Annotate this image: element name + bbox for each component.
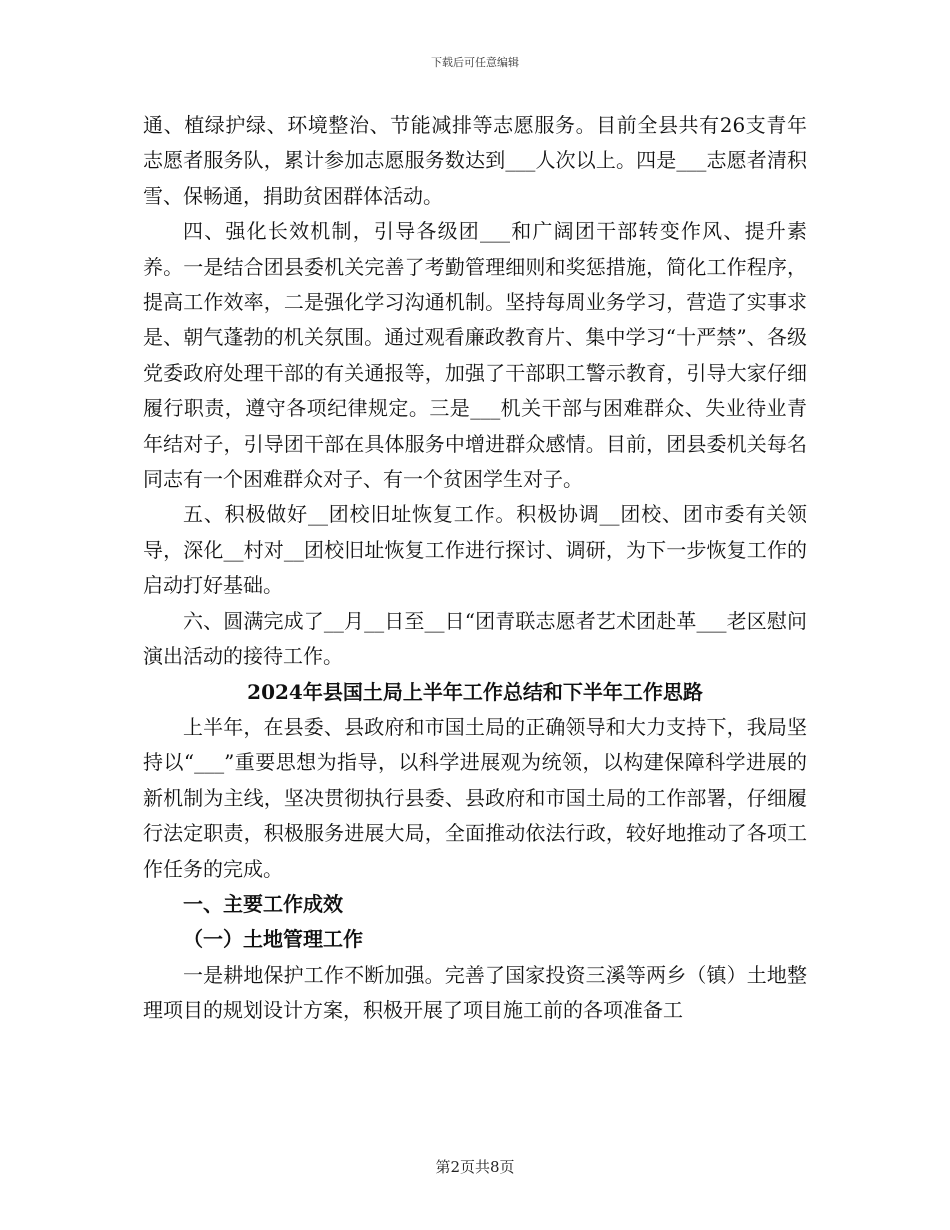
paragraph-section-six: 六、圆满完成了__月__日至__日“团青联志愿者艺术团赴革___老区慰问演出活动的接待工作。 (143, 608, 807, 669)
paragraph-section-four: 四、强化长效机制，引导各级团___和广阔团干部转变作风、提升素养。一是结合团县委机关完善了考勤管理细则和奖惩措施，简化工作程序，提高工作效率，二是强化学习沟通机制。坚持每周业务学习，营造了实事求是、朝气蓬勃的机关氛围。通过观看廉政教育片、集中学习“十严禁”、各级党委政府处理干部的有关通报等，加强了干部职工警示教育，引导大家仔细履行职责，遵守各项纪律规定。三是___机关干部与困难群众、失业待业青年结对子，引导团干部在具体服务中增进群众感情。目前，团县委机关每名同志有一个困难群众对子、有一个贫困学生对子。 (143, 219, 807, 492)
section-heading-main-results: 一、主要工作成效 (183, 891, 343, 916)
paragraph-summary: 上半年，在县委、县政府和市国土局的正确领导和大力支持下，我局坚持以“___”重要思想为指导，以科学进展观为统领，以构建保障科学进展的新机制为主线，坚决贯彻执行县委、县政府和市国土局的工作部署，仔细履行法定职责，积极服务进展大局，全面推动依法行政，较好地推动了各项工作任务的完成。 (143, 714, 807, 881)
document-title: 2024年县国土局上半年工作总结和下半年工作思路 (247, 679, 703, 704)
document-body (143, 108, 807, 1029)
page-number: 第2页共8页 (435, 1158, 515, 1176)
paragraph-section-five: 五、积极做好__团校旧址恢复工作。积极协调__团校、团市委有关领导，深化__村对__团校旧址恢复工作进行探讨、调研，为下一步恢复工作的启动打好基础。 (143, 502, 807, 598)
page-header-note: 下载后可任意编辑 (431, 56, 519, 69)
paragraph-intro: 通、植绿护绿、环境整治、节能减排等志愿服务。目前全县共有26支青年志愿者服务队，累计参加志愿服务数达到___人次以上。四是___志愿者清积雪、保畅通，捐助贫困群体活动。 (143, 113, 807, 208)
paragraph-land-protection: 一是耕地保护工作不断加强。完善了国家投资三溪等两乡（镇）土地整理项目的规划设计方案，积极开展了项目施工前的各项准备工 (143, 962, 807, 1023)
subsection-heading-land-management: （一）土地管理工作 (183, 927, 363, 952)
